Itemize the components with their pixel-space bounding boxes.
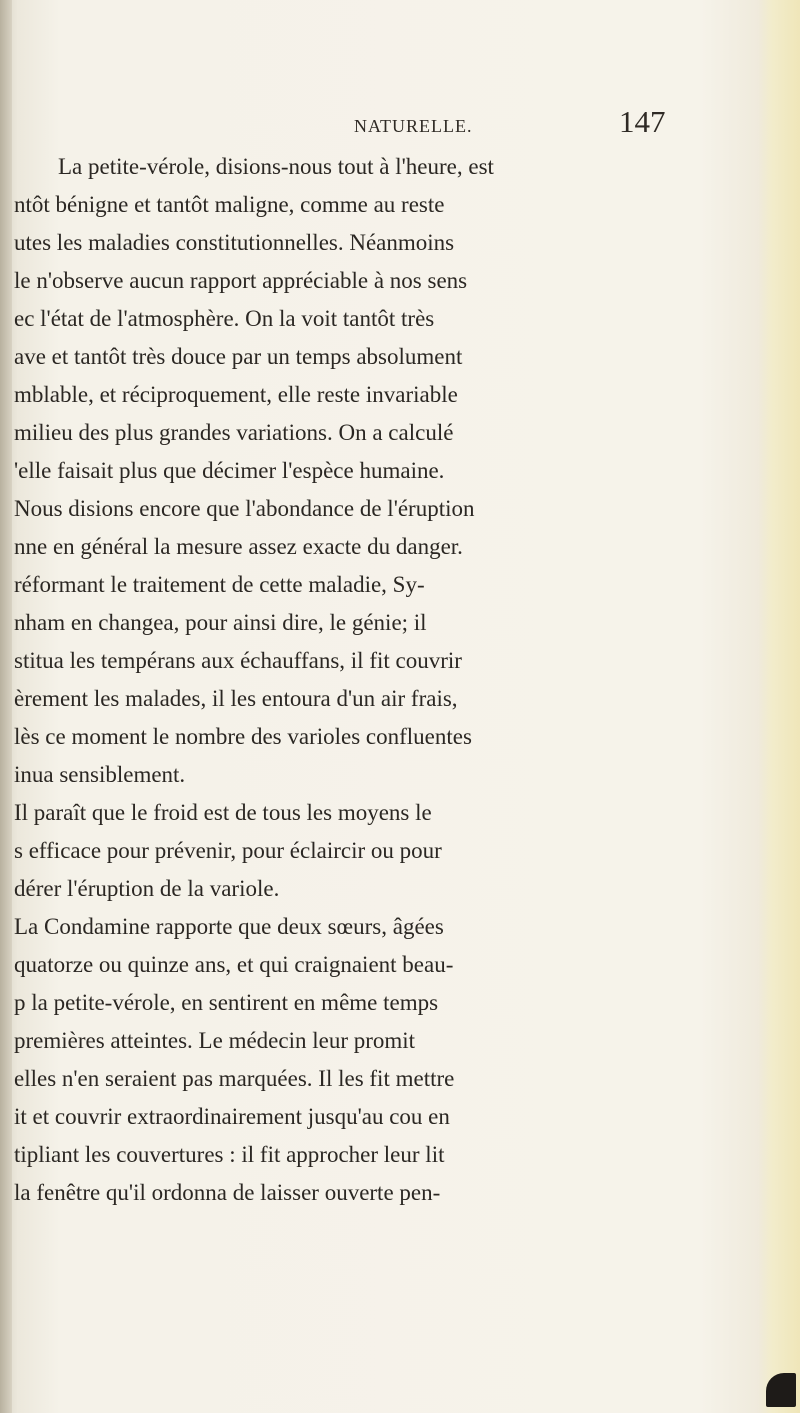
text-line: le n'observe aucun rapport appréciable à nos sens <box>14 268 468 293</box>
text-line: la fenêtre qu'il ordonna de laisser ouverte pen- <box>14 1180 441 1205</box>
text-line: èrement les malades, il les entoura d'un air frais, <box>14 686 458 711</box>
text-line: Nous disions encore que l'abondance de l'éruption <box>14 496 475 521</box>
text-line: milieu des plus grandes variations. On a calculé <box>14 420 454 445</box>
text-line: réformant le traitement de cette maladie, Sy- <box>14 572 425 597</box>
text-line: premières atteintes. Le médecin leur promit <box>14 1028 416 1053</box>
page-number: 147 <box>619 104 666 139</box>
text-line: dérer l'éruption de la variole. <box>14 876 280 901</box>
text-line: 'elle faisait plus que décimer l'espèce humaine. <box>14 458 445 483</box>
text-line: inua sensiblement. <box>14 762 186 787</box>
text-line: utes les maladies constitutionnelles. Néanmoins <box>14 230 455 255</box>
text-line: tipliant les couvertures : il fit approcher leur lit <box>14 1142 445 1167</box>
text-line: lès ce moment le nombre des varioles confluentes <box>14 724 472 749</box>
page-edge <box>758 0 800 1413</box>
binding-gutter <box>0 0 12 1413</box>
text-line: quatorze ou quinze ans, et qui craignaient beau- <box>14 952 454 977</box>
text-line: s efficace pour prévenir, pour éclaircir ou pour <box>14 838 442 863</box>
text-line: ntôt bénigne et tantôt maligne, comme au reste <box>14 192 445 217</box>
text-line: elles n'en seraient pas marquées. Il les fit mettre <box>14 1066 455 1091</box>
text-line: ec l'état de l'atmosphère. On la voit tantôt très <box>14 306 435 331</box>
text-line: La petite-vérole, disions-nous tout à l'heure, est <box>58 154 494 179</box>
running-head: NATURELLE. <box>354 116 473 136</box>
text-line: stitua les tempérans aux échauffans, il fit couvrir <box>14 648 462 673</box>
page-header <box>0 102 800 146</box>
text-line: it et couvrir extraordinairement jusqu'au cou en <box>14 1104 450 1129</box>
text-line: ave et tantôt très douce par un temps absolument <box>14 344 463 369</box>
text-line: mblable, et réciproquement, elle reste invariable <box>14 382 458 407</box>
edge-mark-icon <box>766 1373 796 1407</box>
text-line: Il paraît que le froid est de tous les moyens le <box>14 800 432 825</box>
text-line: nne en général la mesure assez exacte du danger. <box>14 534 463 559</box>
text-line: p la petite-vérole, en sentirent en même temps <box>14 990 439 1015</box>
text-line: nham en changea, pour ainsi dire, le génie; il <box>14 610 427 635</box>
text-line: La Condamine rapporte que deux sœurs, âgées <box>14 914 444 939</box>
